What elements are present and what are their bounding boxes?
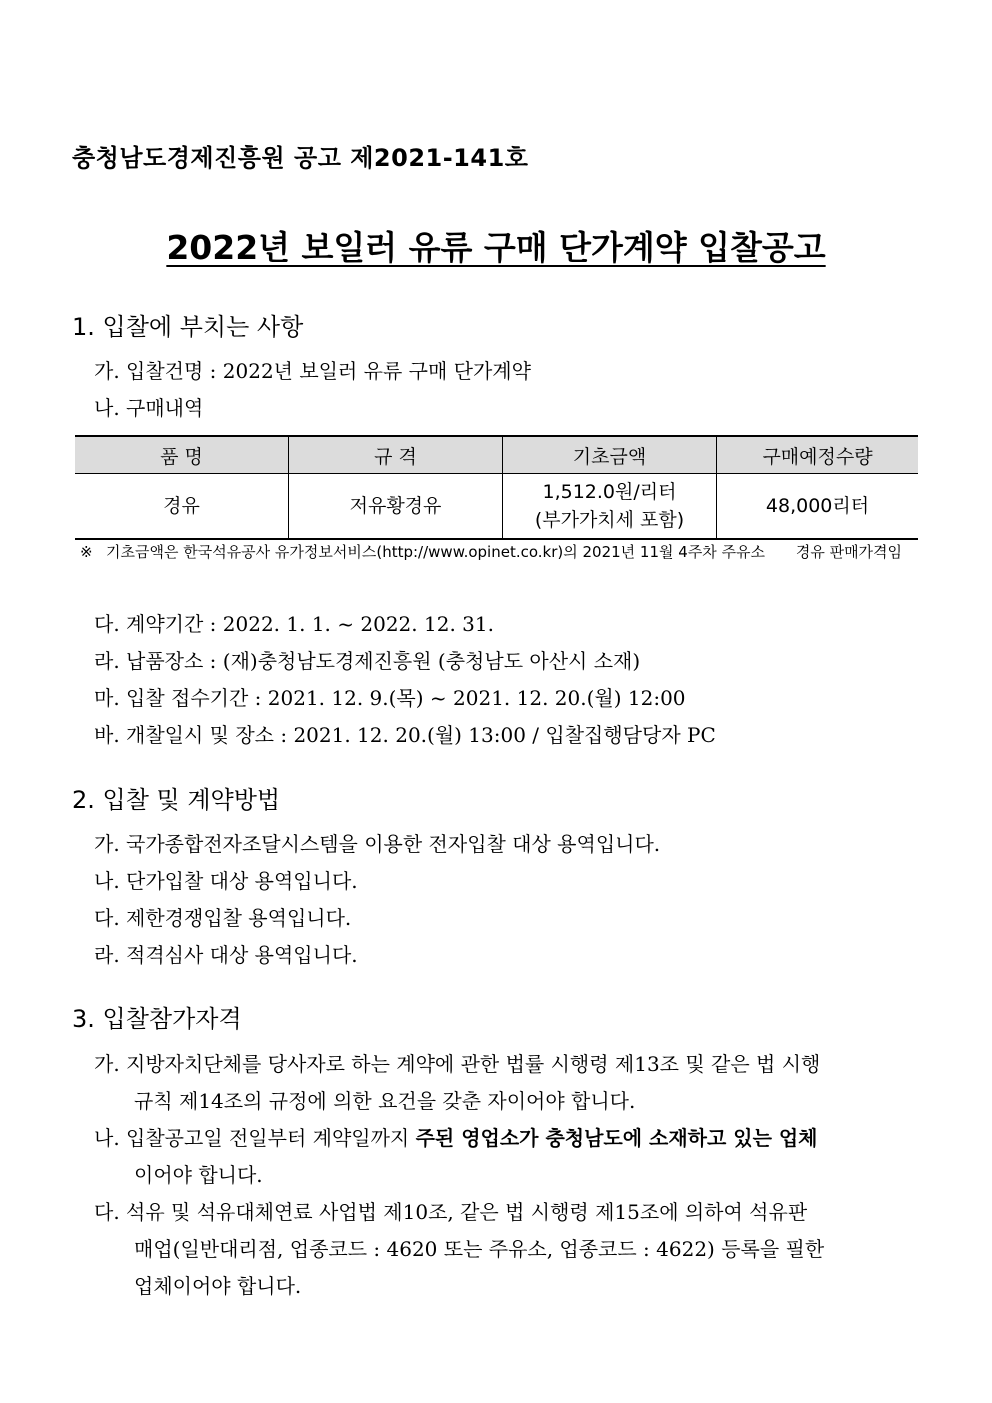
section-3-item-a-line-1: 가. 지방자치단체를 당사자로 하는 계약에 관한 법률 시행령 제13조 및 같은 법 시행 <box>94 1052 821 1076</box>
section-2-item-c: 다. 제한경쟁입찰 용역입니다. <box>94 906 352 930</box>
footnote-line-1: 기초금액은 한국석유공사 유가정보서비스(http://www.opinet.co.kr)의 2021년 11월 4주차 주유소 <box>106 543 766 561</box>
section-2-item-b: 나. 단가입찰 대상 용역입니다. <box>94 869 358 893</box>
table-header-spec: 규 격 <box>289 436 503 474</box>
section-2-heading: 2. 입찰 및 계약방법 <box>72 786 281 814</box>
section-1-item-a: 가. 입찰건명 : 2022년 보일러 유류 구매 단가계약 <box>94 359 531 383</box>
table-row <box>75 474 918 540</box>
price-footnote <box>80 541 920 563</box>
document-title <box>0 222 992 269</box>
section-1-item-d: 라. 납품장소 : (재)충청남도경제진흥원 (충청남도 아산시 소재) <box>94 649 641 673</box>
section-2-item-d: 라. 적격심사 대상 용역입니다. <box>94 943 358 967</box>
footnote-line-2: 경유 판매가격임 <box>795 543 903 561</box>
cell-spec: 저유황경유 <box>289 474 503 540</box>
section-3-item-b-line-2: 이어야 합니다. <box>134 1163 263 1187</box>
section-3-item-b-emphasis: 주된 영업소가 충청남도에 소재하고 있는 업체 <box>415 1126 818 1150</box>
document-title-text: 2022년 보일러 유류 구매 단가계약 입찰공고 <box>166 228 826 267</box>
cell-base-price-vat-note: (부가가치세 포함) <box>534 509 685 531</box>
section-3-item-a-line-2: 규칙 제14조의 규정에 의한 요건을 갖춘 자이어야 합니다. <box>134 1089 636 1113</box>
section-2-item-a: 가. 국가종합전자조달시스템을 이용한 전자입찰 대상 용역입니다. <box>94 832 661 856</box>
section-1-item-e: 마. 입찰 접수기간 : 2021. 12. 9.(목) ~ 2021. 12. 20.(월) 12:00 <box>94 686 686 710</box>
notice-number: 충청남도경제진흥원 공고 제2021-141호 <box>72 144 529 172</box>
table-header-quantity: 구매예정수량 <box>717 436 919 474</box>
section-3-item-c-line-1: 다. 석유 및 석유대체연료 사업법 제10조, 같은 법 시행령 제15조에 의하여 석유판 <box>94 1200 808 1224</box>
section-3-item-c-line-3: 업체이어야 합니다. <box>134 1274 302 1298</box>
cell-quantity: 48,000리터 <box>717 474 919 540</box>
purchase-table <box>75 435 918 540</box>
section-1-item-b: 나. 구매내역 <box>94 396 204 420</box>
cell-base-price <box>503 474 717 540</box>
reference-mark: ※ <box>80 543 93 561</box>
section-1-heading: 1. 입찰에 부치는 사항 <box>72 313 304 341</box>
section-1-item-c: 다. 계약기간 : 2022. 1. 1. ~ 2022. 12. 31. <box>94 612 494 636</box>
cell-base-price-amount: 1,512.0원/리터 <box>542 481 677 503</box>
table-header-item-name: 품 명 <box>75 436 289 474</box>
section-3-item-b-line-1 <box>94 1122 818 1151</box>
section-1-item-f: 바. 개찰일시 및 장소 : 2021. 12. 20.(월) 13:00 / 입찰집행담당자 PC <box>94 723 716 747</box>
table-header-base-price: 기초금액 <box>503 436 717 474</box>
table-header-row <box>75 436 918 474</box>
cell-item-name: 경유 <box>75 474 289 540</box>
section-3-heading: 3. 입찰참가자격 <box>72 1005 242 1033</box>
section-3-item-b-text: 나. 입찰공고일 전일부터 계약일까지 <box>94 1126 416 1150</box>
section-3-item-c-line-2: 매업(일반대리점, 업종코드 : 4620 또는 주유소, 업종코드 : 4622) 등록을 필한 <box>134 1237 825 1261</box>
